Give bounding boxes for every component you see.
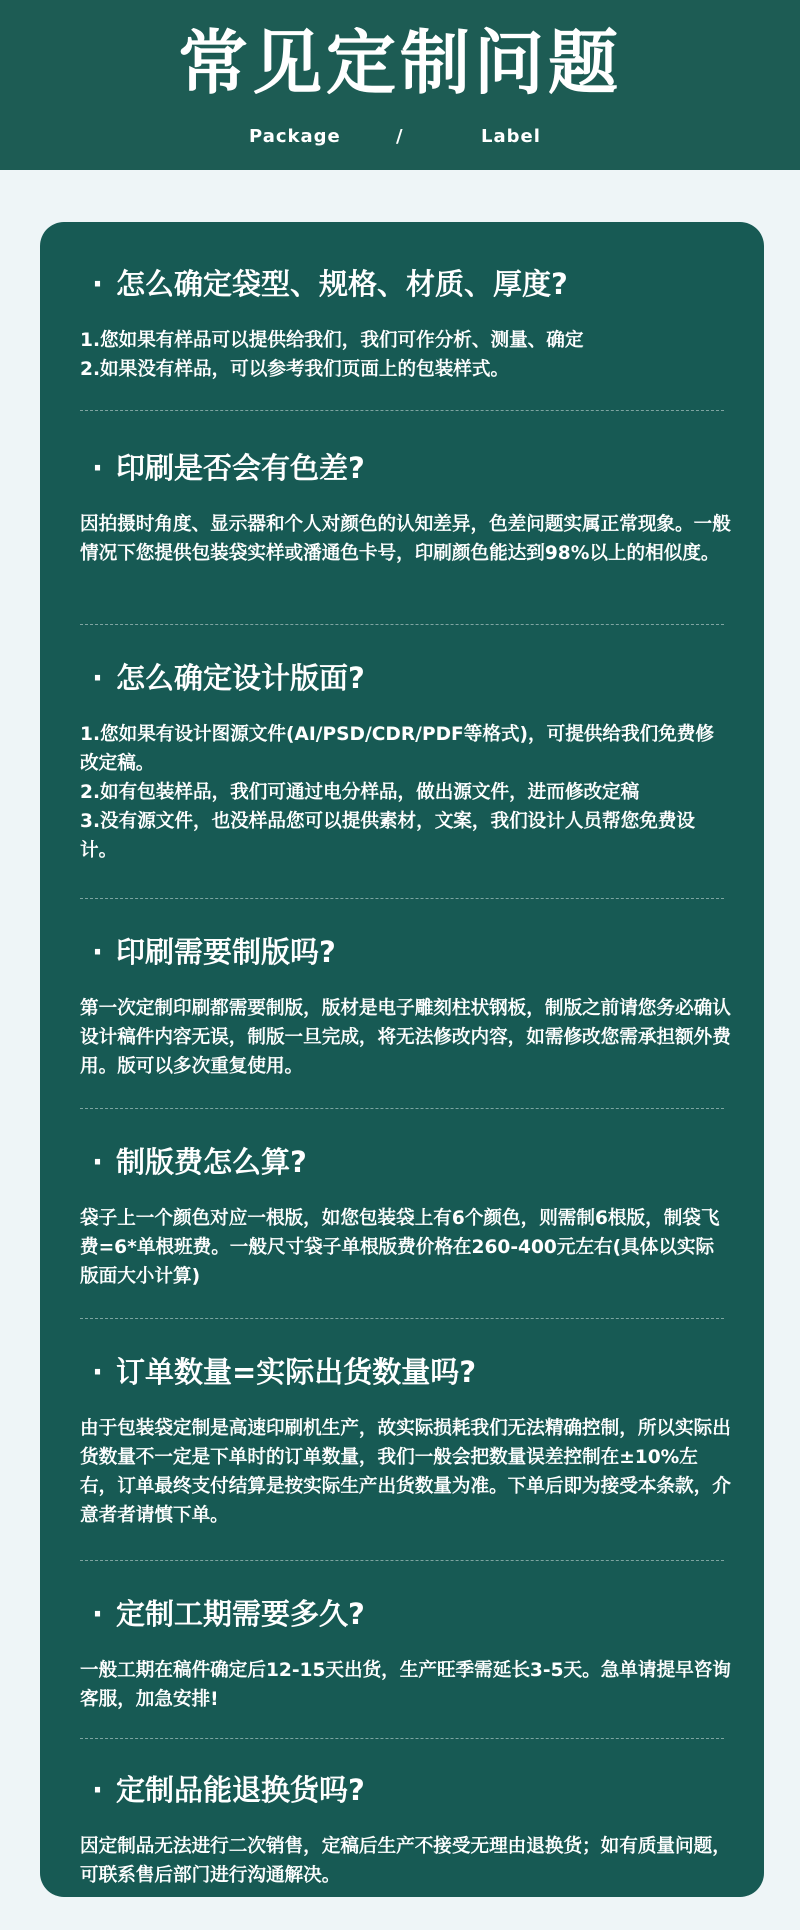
faq-answer bbox=[80, 1656, 732, 1714]
faq-item-lead-time bbox=[80, 1594, 732, 1714]
page-subtitle bbox=[0, 124, 800, 150]
faq-question-text: 印刷需要制版吗? bbox=[116, 935, 336, 969]
faq-answer bbox=[80, 510, 732, 568]
subtitle-separator: / bbox=[396, 126, 404, 147]
faq-answer-line: 由于包装袋定制是高速印刷机生产，故实际损耗我们无法精确控制，所以实际出货数量不一定是下单时的订单数量，我们一般会把数量误差控制在±10%左右，订单最终支付结算是按实际生产出货数量为准。下单后即为接受本条款，介意者者请慎下单。 bbox=[80, 1418, 731, 1526]
faq-item-order-quantity bbox=[80, 1352, 732, 1530]
faq-item-returns bbox=[80, 1770, 732, 1890]
faq-question bbox=[80, 448, 732, 488]
faq-question-text: 制版费怎么算? bbox=[116, 1145, 307, 1179]
faq-question bbox=[80, 658, 732, 698]
faq-question bbox=[80, 932, 732, 972]
faq-answer-line: 1.您如果有样品可以提供给我们，我们可作分析、测量、确定 bbox=[80, 330, 584, 351]
divider bbox=[80, 410, 724, 411]
faq-answer-line: 一般工期在稿件确定后12-15天出货，生产旺季需延长3-5天。急单请提早咨询客服，加急安排! bbox=[80, 1660, 731, 1710]
faq-question-text: 定制品能退换货吗? bbox=[116, 1773, 365, 1807]
faq-answer bbox=[80, 1204, 732, 1291]
subtitle-package: Package bbox=[249, 126, 341, 147]
faq-answer-line: 3.没有源文件，也没样品您可以提供素材，文案，我们设计人员帮您免费设计。 bbox=[80, 811, 696, 861]
faq-question-text: 怎么确定设计版面? bbox=[116, 661, 365, 695]
faq-answer bbox=[80, 1832, 732, 1890]
faq-question bbox=[80, 1594, 732, 1634]
faq-answer-line: 因定制品无法进行二次销售，定稿后生产不接受无理由退换货；如有质量问题，可联系售后部门进行沟通解决。 bbox=[80, 1836, 731, 1886]
bullet-icon: · bbox=[92, 1597, 104, 1631]
faq-answer-line: 2.如果没有样品，可以参考我们页面上的包装样式。 bbox=[80, 359, 510, 380]
divider bbox=[80, 1560, 724, 1561]
faq-answer bbox=[80, 1414, 732, 1530]
faq-answer-line: 2.如有包装样品，我们可通过电分样品，做出源文件，进而修改定稿 bbox=[80, 782, 640, 803]
bullet-icon: · bbox=[92, 1355, 104, 1389]
page-title: 常见定制问题 bbox=[178, 22, 622, 104]
faq-question-text: 定制工期需要多久? bbox=[116, 1597, 365, 1631]
divider bbox=[80, 624, 724, 625]
bullet-icon: · bbox=[92, 1145, 104, 1179]
faq-item-plate-fee bbox=[80, 1142, 732, 1291]
faq-question-text: 怎么确定袋型、规格、材质、厚度? bbox=[116, 267, 568, 301]
bullet-icon: · bbox=[92, 267, 104, 301]
faq-answer-line: 袋子上一个颜色对应一根版，如您包装袋上有6个颜色，则需制6根版，制袋飞费=6*单根班费。一般尺寸袋子单根版费价格在260-400元左右(具体以实际版面大小计算) bbox=[80, 1208, 720, 1287]
faq-answer-line: 1.您如果有设计图源文件(AI/PSD/CDR/PDF等格式)，可提供给我们免费修改定稿。 bbox=[80, 724, 714, 774]
faq-item-shape-spec bbox=[80, 264, 732, 384]
bullet-icon: · bbox=[92, 1773, 104, 1807]
faq-answer bbox=[80, 326, 732, 384]
faq-item-color-difference bbox=[80, 448, 732, 568]
page-header bbox=[0, 0, 800, 170]
faq-question bbox=[80, 1352, 732, 1392]
faq-question-text: 印刷是否会有色差? bbox=[116, 451, 365, 485]
faq-answer bbox=[80, 720, 732, 865]
faq-card bbox=[40, 222, 764, 1897]
faq-question bbox=[80, 1142, 732, 1182]
bullet-icon: · bbox=[92, 935, 104, 969]
faq-item-design-layout bbox=[80, 658, 732, 865]
faq-answer-line: 因拍摄时角度、显示器和个人对颜色的认知差异，色差问题实属正常现象。一般情况下您提供包装袋实样或潘通色卡号，印刷颜色能达到98%以上的相似度。 bbox=[80, 514, 731, 564]
faq-question bbox=[80, 1770, 732, 1810]
divider bbox=[80, 1738, 724, 1739]
faq-answer-line: 第一次定制印刷都需要制版，版材是电子雕刻柱状钢板，制版之前请您务必确认设计稿件内容无误，制版一旦完成，将无法修改内容，如需修改您需承担额外费用。版可以多次重复使用。 bbox=[80, 998, 731, 1077]
faq-answer bbox=[80, 994, 732, 1081]
bullet-icon: · bbox=[92, 451, 104, 485]
subtitle-label: Label bbox=[481, 126, 541, 147]
divider bbox=[80, 1108, 724, 1109]
bullet-icon: · bbox=[92, 661, 104, 695]
faq-item-plate-making bbox=[80, 932, 732, 1081]
divider bbox=[80, 1318, 724, 1319]
divider bbox=[80, 898, 724, 899]
faq-question-text: 订单数量=实际出货数量吗? bbox=[116, 1355, 477, 1389]
faq-question bbox=[80, 264, 732, 304]
